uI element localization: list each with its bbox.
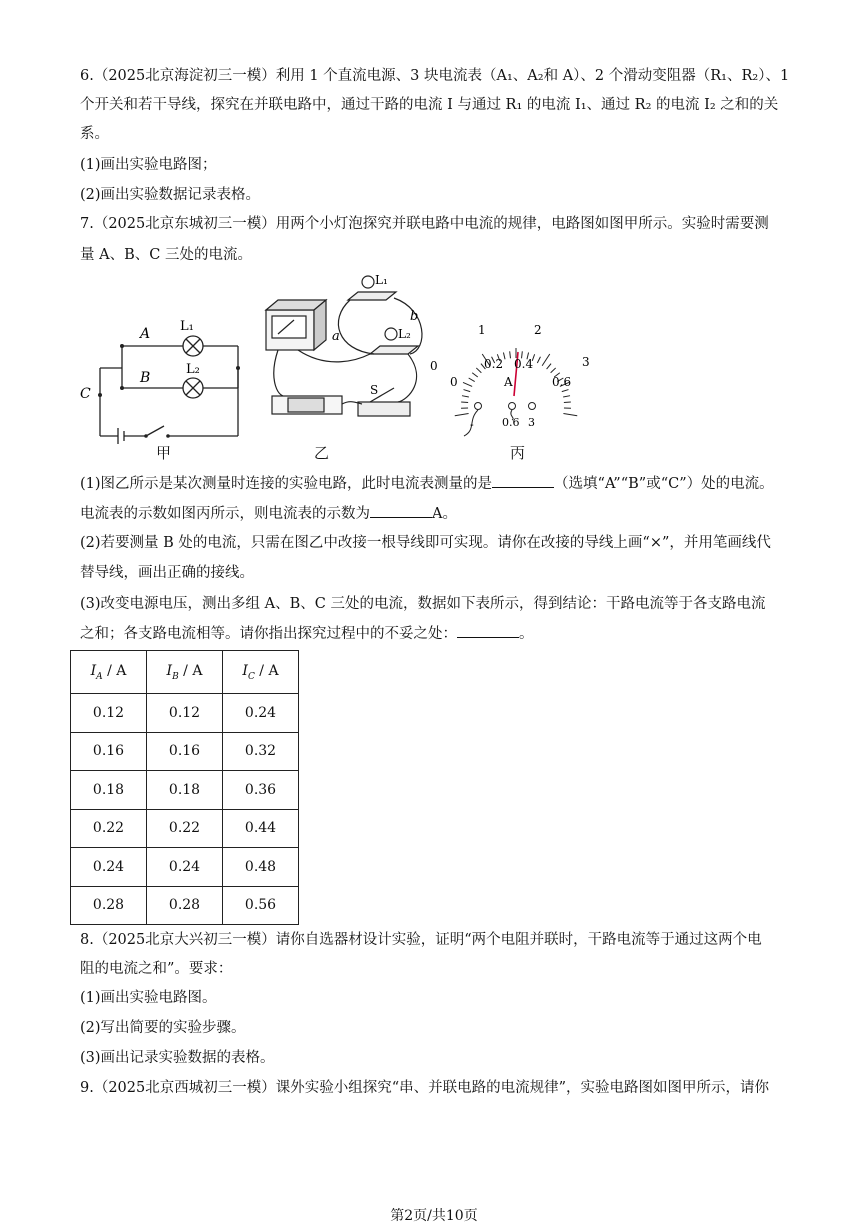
q8-line1: 8.（2025北京大兴初三一模）请你自选器材设计实验，证明“两个电阻并联时，干路电流等于通过这两个电: [80, 932, 762, 948]
table-cell: 0.48: [223, 848, 299, 887]
label-wire-b: b: [410, 309, 419, 324]
answer-blank-3[interactable]: [457, 623, 519, 638]
table-row: [71, 848, 299, 887]
fig-label-yi: 乙: [314, 444, 330, 462]
q6-sub1: (1)画出实验电路图；: [80, 157, 217, 173]
label-l2: L₂: [186, 362, 200, 377]
dial-tick: [476, 368, 481, 373]
q6-line1: 6.（2025北京海淀初三一模）利用 1 个直流电源、3 块电流表（A₁、A₂和 A）、2 个滑动变阻器（R₁、R₂）、1: [80, 68, 790, 84]
table-cell: 0.12: [71, 694, 147, 733]
table-cell: 0.32: [223, 732, 299, 771]
table-cell: 0.18: [71, 771, 147, 810]
label-b-point: B: [140, 370, 151, 386]
table-cell: 0.16: [71, 732, 147, 771]
dial-tick: [464, 390, 471, 392]
q7-p1-line2: 电流表的示数如图丙所示，则电流表的示数为 A。: [80, 503, 457, 524]
q7-line1: 7.（2025北京东城初三一模）用两个小灯泡探究并联电路中电流的规律，电路图如图甲所示。实验时需要测: [80, 216, 769, 232]
answer-blank-1[interactable]: [492, 473, 554, 488]
q7-figures: [78, 270, 618, 470]
fig-label-bing: 丙: [510, 444, 526, 462]
table-row: [71, 809, 299, 848]
q8-sub2: (2)写出简要的实验步骤。: [80, 1020, 246, 1036]
dial-tick: [503, 352, 505, 359]
table-cell: 0.22: [71, 809, 147, 848]
dial-top-2: 2: [534, 323, 542, 337]
page-footer: 第2页/共10页: [390, 1208, 478, 1224]
table-row: [71, 694, 299, 733]
dial-tick: [463, 382, 472, 386]
terminal-neg: -: [470, 418, 474, 431]
table-cell: 0.22: [147, 809, 223, 848]
terminal-06: 0.6: [502, 416, 520, 429]
dial-tick: [510, 351, 511, 358]
header-ic: $I_C$ / A: [223, 651, 299, 694]
dial-top-1: 1: [478, 323, 486, 337]
dial-tick: [563, 396, 570, 397]
dial-tick: [455, 414, 469, 416]
q8-sub1: (1)画出实验电路图。: [80, 990, 217, 1006]
dial-tick: [462, 396, 469, 397]
header-ib: $I_B$ / A: [147, 651, 223, 694]
label-l2-yi: L₂: [398, 327, 411, 341]
q7-p2-line2: 替导线，画出正确的接线。: [80, 565, 254, 581]
table-cell: 0.24: [147, 848, 223, 887]
q7-p3-line2: 之和；各支路电流相等。请你指出探究过程中的不妥之处： 。: [80, 623, 534, 644]
q8-sub3: (3)画出记录实验数据的表格。: [80, 1050, 275, 1066]
table-cell: 0.44: [223, 809, 299, 848]
dial-top-0: 0: [430, 359, 438, 373]
table-cell: 0.12: [147, 694, 223, 733]
dial-tick: [469, 378, 475, 382]
table-cell: 0.56: [223, 886, 299, 925]
dial-tick: [547, 364, 551, 369]
dial-tick: [563, 414, 577, 416]
dial-tick: [551, 368, 556, 373]
q6-line3: 系。: [80, 126, 109, 142]
table-cell: 0.18: [147, 771, 223, 810]
dial-tick: [537, 357, 540, 363]
table-row: [71, 886, 299, 925]
q6-sub2: (2)画出实验数据记录表格。: [80, 187, 261, 203]
label-c-point: C: [80, 386, 91, 402]
label-l1-yi: L₁: [375, 273, 388, 287]
table-row: [71, 732, 299, 771]
table-cell: 0.36: [223, 771, 299, 810]
dial-top-3: 3: [582, 355, 590, 369]
q7-p2-line1: (2)若要测量 B 处的电流，只需在图乙中改接一根导线即可实现。请你在改接的导线上画“×”，并用笔画线代: [80, 535, 771, 551]
label-a-point: A: [140, 326, 151, 342]
dial-tick: [472, 373, 478, 377]
dial-bottom-1: 0.2: [484, 357, 504, 371]
label-switch: S: [370, 383, 379, 397]
q7-p1-line1: (1)图乙所示是某次测量时连接的实验电路，此时电流表测量的是 （选填“A”“B”或“C”）处的电流。: [80, 473, 774, 494]
terminal-3: 3: [528, 416, 535, 429]
table-row: [71, 771, 299, 810]
circuit-diagram-jia: [78, 290, 258, 460]
dial-tick: [562, 390, 569, 392]
q6-line2: 个开关和若干导线，探究在并联电路中，通过干路的电流 I 与通过 R₁ 的电流 I₁、通过 R₂ 的电流 I₂ 之和的关: [80, 97, 779, 113]
table-cell: 0.24: [71, 848, 147, 887]
answer-blank-2[interactable]: [370, 503, 432, 518]
dial-bottom-3: 0.6: [552, 375, 572, 389]
q8-line2: 阻的电流之和”。要求：: [80, 961, 233, 977]
dial-tick: [542, 354, 550, 366]
fig-label-jia: 甲: [156, 444, 172, 462]
circuit-photo-yi: [258, 270, 428, 440]
q9-line1: 9.（2025北京西城初三一模）课外实验小组探究“串、并联电路的电流规律”，实验电路图如图甲所示，请你: [80, 1080, 770, 1096]
table-cell: 0.24: [223, 694, 299, 733]
dial-unit: A: [504, 375, 513, 389]
current-data-table: [70, 650, 299, 925]
q7-line2: 量 A、B、C 三处的电流。: [80, 247, 252, 263]
table-cell: 0.28: [147, 886, 223, 925]
label-wire-a: a: [332, 329, 340, 344]
dial-tick: [564, 402, 571, 403]
dial-bottom-2: 0.4: [514, 357, 534, 371]
label-l1: L₁: [180, 319, 194, 334]
dial-bottom-0: 0: [450, 375, 458, 389]
table-cell: 0.16: [147, 732, 223, 771]
table-cell: 0.28: [71, 886, 147, 925]
dial-tick: [461, 402, 468, 403]
header-ia: $I_A$ / A: [71, 651, 147, 694]
q7-p3-line1: (3)改变电源电压，测出多组 A、B、C 三处的电流，数据如下表所示，得到结论：干路电流等于各支路电流: [80, 596, 766, 612]
